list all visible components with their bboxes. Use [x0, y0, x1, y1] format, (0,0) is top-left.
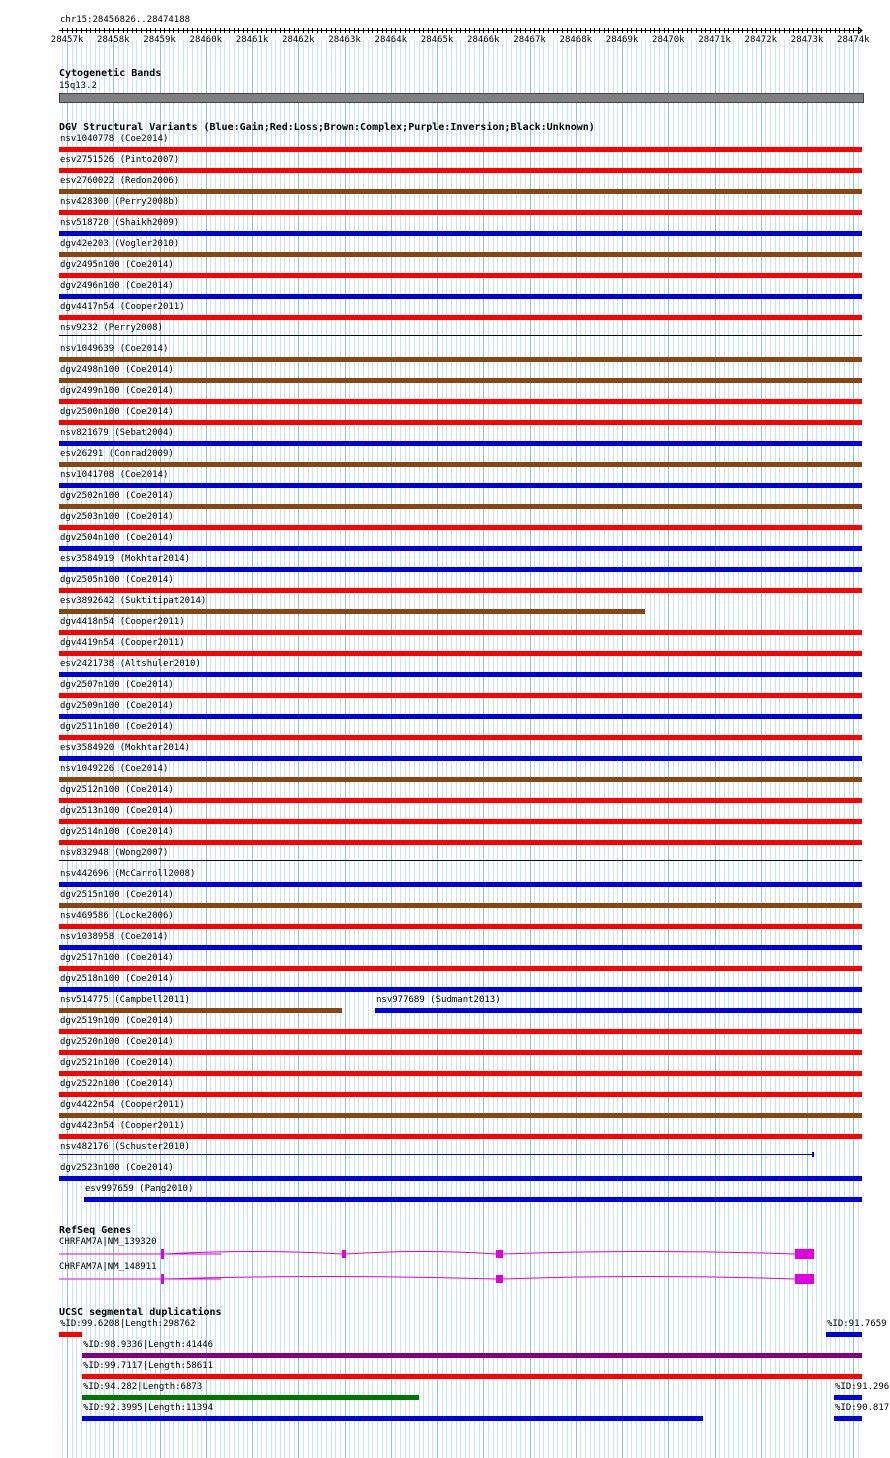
segdup-label[interactable]: %ID:99.7117|Length:58611 [83, 1361, 214, 1371]
variant-label[interactable]: dgv2522n100 (Coe2014) [60, 1079, 174, 1089]
variant-label[interactable]: nsv977689 (Sudmant2013) [376, 995, 501, 1005]
variant-bar[interactable] [59, 903, 862, 908]
variant-bar[interactable] [59, 525, 862, 530]
variant-bar[interactable] [59, 1113, 862, 1118]
variant-label[interactable]: dgv4419n54 (Cooper2011) [60, 638, 185, 648]
variant-label[interactable]: dgv4418n54 (Cooper2011) [60, 617, 185, 627]
ruler-tick-label: 28466k [467, 35, 500, 45]
variant-bar[interactable] [59, 210, 862, 215]
variant-bar[interactable] [59, 1176, 862, 1181]
variant-bar[interactable] [59, 441, 862, 446]
variant-bar[interactable] [84, 1197, 862, 1202]
variant-label[interactable]: dgv2519n100 (Coe2014) [60, 1016, 174, 1026]
variant-bar[interactable] [59, 378, 862, 383]
variant-label[interactable]: dgv2496n100 (Coe2014) [60, 281, 174, 291]
variant-label[interactable]: dgv2502n100 (Coe2014) [60, 491, 174, 501]
variant-bar[interactable] [59, 588, 862, 593]
variant-bar[interactable] [59, 294, 862, 299]
cytoband-bar[interactable] [59, 93, 864, 103]
variant-label[interactable]: nsv518720 (Shaikh2009) [60, 218, 180, 228]
variant-label[interactable]: esv3584920 (Mokhtar2014) [60, 743, 191, 753]
ruler-tick-label: 28472k [744, 35, 778, 45]
variant-bar[interactable] [59, 672, 862, 677]
cytoband-track-title: Cytogenetic Bands [59, 68, 162, 79]
variant-bar[interactable] [59, 189, 862, 194]
variant-bar[interactable] [59, 483, 862, 488]
variant-bar[interactable] [59, 798, 862, 803]
variant-bar[interactable] [59, 147, 862, 152]
segdup-bar[interactable] [59, 1332, 82, 1337]
variant-bar[interactable] [59, 335, 862, 336]
position-label: chr15:28456826..28474188 [60, 15, 191, 25]
variant-bar[interactable] [59, 399, 862, 404]
variant-label[interactable]: nsv469586 (Locke2006) [60, 911, 174, 921]
variant-label[interactable]: esv997659 (Pang2010) [85, 1184, 194, 1194]
segdup-bar[interactable] [82, 1374, 862, 1379]
dgv-track-title: DGV Structural Variants (Blue:Gain;Red:Loss;Brown:Complex;Purple:Inversion;Black:Unknown) [59, 122, 595, 133]
ruler-tick-label: 28473k [790, 35, 824, 45]
ruler-tick-label: 28461k [235, 35, 269, 45]
segdup-bar[interactable] [826, 1332, 862, 1337]
gene-intron-line[interactable] [161, 1277, 795, 1280]
variant-bar[interactable] [59, 420, 862, 425]
ruler-tick-label: 28469k [605, 35, 639, 45]
gene-exon[interactable] [795, 1274, 814, 1284]
variant-label[interactable]: esv3584919 (Mokhtar2014) [60, 554, 191, 564]
variant-bar[interactable] [59, 966, 862, 971]
ruler-tick-label: 28458k [97, 35, 130, 45]
variant-bar[interactable] [59, 1134, 862, 1139]
variant-label[interactable]: dgv2505n100 (Coe2014) [60, 575, 174, 585]
variant-label[interactable]: esv3892642 (Suktitipat2014) [60, 596, 207, 606]
variant-label[interactable]: dgv2495n100 (Coe2014) [60, 260, 174, 270]
variant-label[interactable]: dgv2503n100 (Coe2014) [60, 512, 174, 522]
variant-label[interactable]: nsv1040778 (Coe2014) [60, 134, 169, 144]
variant-bar[interactable] [59, 231, 862, 236]
variant-label[interactable]: dgv2498n100 (Coe2014) [60, 365, 174, 375]
variant-bar[interactable] [59, 945, 862, 950]
variant-label[interactable]: esv2421738 (Altshuler2010) [60, 659, 201, 669]
variant-bar[interactable] [375, 1008, 862, 1013]
gene-label[interactable]: CHRFAM7A|NM_139320 [59, 1237, 157, 1247]
segdup-track-title: UCSC segmental duplications [59, 1307, 222, 1318]
segdup-bar[interactable] [82, 1395, 419, 1400]
segdup-bar[interactable] [834, 1395, 862, 1400]
variant-label[interactable]: dgv2518n100 (Coe2014) [60, 974, 174, 984]
cytoband-name: 15q13.2 [59, 81, 97, 91]
variant-label[interactable]: nsv821679 (Sebat2004) [60, 428, 174, 438]
variant-bar[interactable] [59, 924, 862, 929]
variant-label[interactable]: dgv4423n54 (Cooper2011) [60, 1121, 185, 1131]
segdup-label[interactable]: %ID:98.9336|Length:41446 [83, 1340, 214, 1350]
variant-bar[interactable] [59, 1050, 862, 1055]
variant-bar[interactable] [59, 273, 862, 278]
variant-bar[interactable] [59, 546, 862, 551]
variant-bar[interactable] [59, 987, 862, 992]
variant-label[interactable]: dgv2520n100 (Coe2014) [60, 1037, 174, 1047]
variant-label[interactable]: dgv2504n100 (Coe2014) [60, 533, 174, 543]
ruler-tick-label: 28464k [374, 35, 408, 45]
gene-exon[interactable] [161, 1249, 164, 1259]
variant-label[interactable]: esv2751526 (Pinto2007) [60, 155, 180, 165]
ruler-tick-label: 28462k [282, 35, 315, 45]
variant-bar[interactable] [59, 1154, 814, 1155]
variant-bar[interactable] [59, 651, 862, 656]
variant-label[interactable]: dgv2515n100 (Coe2014) [60, 890, 174, 900]
variant-label[interactable]: dgv2507n100 (Coe2014) [60, 680, 174, 690]
variant-bar-end[interactable] [812, 1152, 814, 1157]
variant-label[interactable]: dgv2513n100 (Coe2014) [60, 806, 174, 816]
variant-label[interactable]: dgv2509n100 (Coe2014) [60, 701, 174, 711]
gene-exon[interactable] [342, 1250, 346, 1258]
variant-bar[interactable] [59, 1092, 862, 1097]
variant-label[interactable]: dgv2514n100 (Coe2014) [60, 827, 174, 837]
variant-label[interactable]: dgv2523n100 (Coe2014) [60, 1163, 174, 1173]
ruler-tick-label: 28471k [698, 35, 731, 45]
variant-label[interactable]: dgv42e203 (Vogler2010) [60, 239, 180, 249]
ruler-tick-label: 28470k [652, 35, 685, 45]
variant-bar[interactable] [59, 693, 862, 698]
variant-label[interactable]: nsv442696 (McCarroll2008) [60, 869, 196, 879]
variant-bar[interactable] [59, 714, 862, 719]
variant-label[interactable]: nsv514775 (Campbell2011) [60, 995, 191, 1005]
variant-label[interactable]: nsv1049639 (Coe2014) [60, 344, 169, 354]
ruler-tick-label: 28465k [420, 35, 454, 45]
ruler-tick-label: 28474k [837, 35, 870, 45]
variant-bar[interactable] [59, 567, 862, 572]
variant-bar[interactable] [59, 735, 862, 740]
variant-label[interactable]: dgv4417n54 (Cooper2011) [60, 302, 185, 312]
segdup-label[interactable]: %ID:92.3995|Length:11394 [83, 1403, 214, 1413]
variant-label[interactable]: esv26291 (Conrad2009) [60, 449, 174, 459]
segdup-bar[interactable] [834, 1416, 862, 1421]
variant-bar[interactable] [59, 252, 862, 257]
variant-bar[interactable] [59, 168, 862, 173]
variant-label[interactable]: nsv1049226 (Coe2014) [60, 764, 169, 774]
variant-bar[interactable] [59, 1029, 862, 1034]
gene-label[interactable]: CHRFAM7A|NM_148911 [59, 1262, 157, 1272]
refseq-track-title: RefSeq Genes [59, 1225, 132, 1236]
variant-label[interactable]: dgv2521n100 (Coe2014) [60, 1058, 174, 1068]
segdup-label[interactable]: %ID:94.282|Length:6873 [83, 1382, 203, 1392]
variant-bar[interactable] [59, 882, 862, 887]
gene-exon[interactable] [795, 1249, 814, 1259]
ruler-tick-label: 28457k [50, 35, 84, 45]
segdup-bar[interactable] [82, 1353, 862, 1358]
segdup-label[interactable]: %ID:91.7659 [827, 1319, 887, 1329]
gene-exon[interactable] [496, 1275, 502, 1283]
variant-bar[interactable] [59, 777, 862, 782]
variant-bar[interactable] [59, 357, 862, 362]
variant-label[interactable]: nsv9232 (Perry2008) [60, 323, 163, 333]
variant-label[interactable]: nsv1038958 (Coe2014) [60, 932, 169, 942]
variant-bar[interactable] [59, 756, 862, 761]
variant-bar[interactable] [59, 1008, 342, 1013]
ruler-tick-label: 28459k [143, 35, 176, 45]
variant-label[interactable]: esv2760022 (Redon2006) [60, 176, 180, 186]
variant-label[interactable]: dgv4422n54 (Cooper2011) [60, 1100, 185, 1110]
segdup-label[interactable]: %ID:99.6208|Length:298762 [60, 1319, 196, 1329]
variant-bar[interactable] [59, 860, 862, 861]
variant-label[interactable]: dgv2511n100 (Coe2014) [60, 722, 174, 732]
segdup-bar[interactable] [82, 1416, 703, 1421]
variant-bar[interactable] [59, 840, 862, 845]
ruler-tick-label: 28467k [513, 35, 546, 45]
variant-label[interactable]: nsv482176 (Schuster2010) [60, 1142, 191, 1152]
variant-bar[interactable] [59, 1071, 862, 1076]
gene-exon[interactable] [496, 1250, 502, 1258]
variant-label[interactable]: dgv2512n100 (Coe2014) [60, 785, 174, 795]
segdup-label[interactable]: %ID:90.817 [835, 1403, 890, 1413]
ruler-tick-label: 28468k [559, 35, 593, 45]
variant-label[interactable]: dgv2499n100 (Coe2014) [60, 386, 174, 396]
segdup-label[interactable]: %ID:91.296 [835, 1382, 890, 1392]
variant-label[interactable]: dgv2500n100 (Coe2014) [60, 407, 174, 417]
variant-label[interactable]: nsv428300 (Perry2008b) [60, 197, 180, 207]
variant-label[interactable]: dgv2517n100 (Coe2014) [60, 953, 174, 963]
ruler-tick-label: 28463k [328, 35, 361, 45]
gene-exon[interactable] [161, 1274, 164, 1284]
ruler-tick-label: 28460k [189, 35, 223, 45]
gene-intron-line[interactable] [161, 1252, 795, 1255]
variant-bar[interactable] [59, 462, 862, 467]
variant-bar[interactable] [59, 504, 862, 509]
variant-bar[interactable] [59, 315, 862, 320]
variant-label[interactable]: nsv1041708 (Coe2014) [60, 470, 169, 480]
variant-label[interactable]: nsv832948 (Wong2007) [60, 848, 169, 858]
variant-bar[interactable] [59, 630, 862, 635]
variant-bar[interactable] [59, 609, 645, 614]
variant-bar[interactable] [59, 819, 862, 824]
